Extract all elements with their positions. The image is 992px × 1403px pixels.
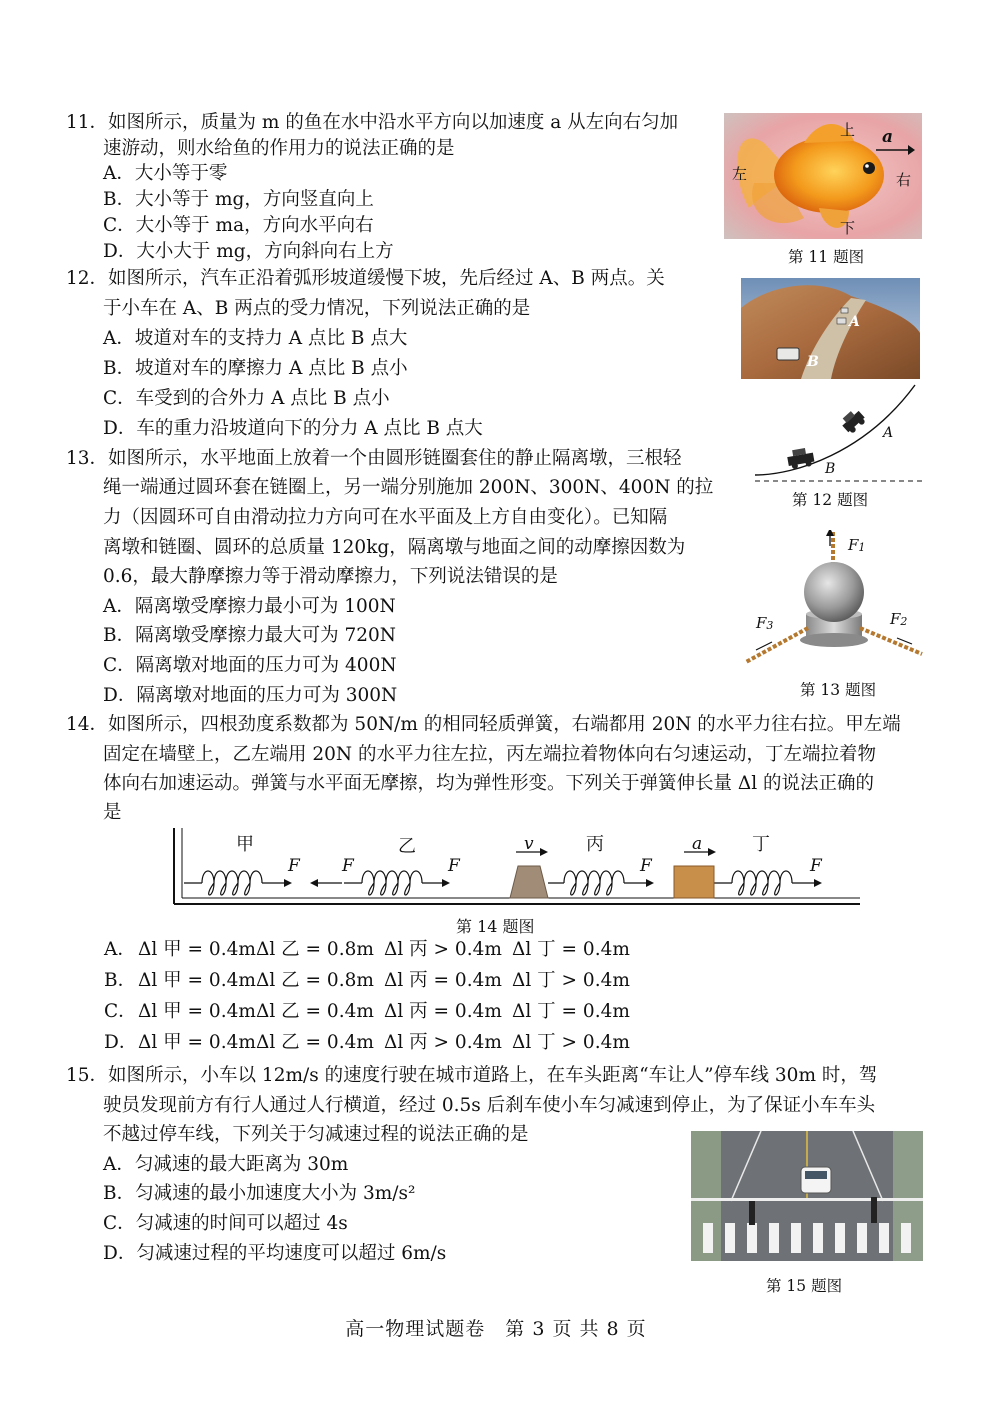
q15-option-c: C．匀减速的时间可以超过 4s [103, 1213, 348, 1234]
slope-photo-label-a: A [849, 314, 860, 330]
force-f1-symbol: F [848, 536, 859, 554]
spring-label-ding: 丁 [752, 834, 770, 855]
force-label-f3 [756, 614, 773, 632]
q14-option-d [104, 1030, 630, 1056]
q14-stem-line-2: 固定在墙壁上，乙左端用 20N 的水平力往左拉，丙左端拉着物体向右匀速运动，丁左端拉着物 [103, 744, 876, 765]
q14-option-c-yi: Δl 乙 = 0.4m [256, 1001, 374, 1022]
goldfish-figure [724, 113, 922, 239]
spring-label-jia: 甲 [236, 834, 254, 855]
q13-stem-line-5: 0.6，最大静摩擦力等于滑动摩擦力，下列说法错误的是 [103, 566, 558, 587]
spring-label-bing: 丙 [586, 834, 604, 855]
crosswalk-photo [691, 1131, 923, 1261]
q13-option-b: B．隔离墩受摩擦力最大可为 720N [103, 625, 396, 646]
fish-label-up: 上 [840, 121, 856, 139]
spring-label-yi: 乙 [398, 836, 416, 857]
slope-diagram-label-a: A [883, 425, 894, 441]
force-f3-symbol: F [756, 614, 767, 632]
fish-label-right: 右 [896, 171, 912, 189]
q14-option-d-yi: Δl 乙 = 0.4m [256, 1032, 374, 1053]
force-label-jia-right: F [288, 856, 300, 876]
q11-stem-line-1: 11．如图所示，质量为 m 的鱼在水中沿水平方向以加速度 a 从左向右匀加 [66, 112, 679, 133]
bollard-figure [742, 530, 928, 670]
force-label-f1 [848, 536, 865, 554]
q12-stem-line-1: 12．如图所示，汽车正沿着弧形坡道缓慢下坡，先后经过 A、B 两点。关 [66, 268, 665, 289]
force-label-yi-right: F [448, 856, 460, 876]
q14-option-b-ding: Δl 丁 > 0.4m [512, 970, 630, 991]
q14-option-a [104, 937, 630, 963]
q11-caption: 第 11 题图 [788, 248, 865, 266]
q14-option-c-letter: C． [104, 1001, 137, 1022]
q14-option-d-letter: D． [104, 1032, 138, 1053]
q11-option-b: B．大小等于 mg，方向竖直向上 [103, 189, 374, 210]
force-f2-symbol: F [890, 610, 901, 628]
q13-stem-line-3: 力（因圆环可自由滑动拉力方向可在水平面及上方自由变化）。已知隔 [103, 507, 668, 528]
q14-option-b-letter: B． [104, 970, 137, 991]
fish-label-down: 下 [840, 219, 856, 237]
q14-option-a-yi: Δl 乙 = 0.8m [256, 939, 374, 960]
q14-option-c [104, 999, 630, 1025]
q14-caption: 第 14 题图 [456, 917, 535, 936]
q13-stem-line-2: 绳一端通过圆环套在链圈上，另一端分别施加 200N、300N、400N 的拉 [103, 477, 714, 498]
q13-caption: 第 13 题图 [800, 681, 877, 699]
q15-option-b: B．匀减速的最小加速度大小为 3m/s² [103, 1183, 416, 1204]
slope-photo [741, 278, 920, 379]
q13-stem-line-4: 离墩和链圈、圆环的总质量 120kg，隔离墩与地面之间的动摩擦因数为 [103, 537, 686, 558]
q14-option-a-letter: A． [104, 939, 136, 960]
q14-option-c-ding: Δl 丁 = 0.4m [512, 1001, 630, 1022]
q12-option-a: A．坡道对车的支持力 A 点比 B 点大 [103, 328, 408, 349]
q14-stem-line-1: 14．如图所示，四根劲度系数都为 50N/m 的相同轻质弹簧，右端都用 20N 的水平力往右拉。甲左端 [66, 714, 901, 735]
force-f1-subscript: 1 [858, 541, 866, 554]
force-label-f2 [890, 610, 907, 628]
fish-accel-arrow [874, 143, 916, 157]
q12-option-d: D．车的重力沿坡道向下的分力 A 点比 B 点大 [103, 418, 483, 439]
q14-option-b-jia: Δl 甲 = 0.4m [138, 970, 256, 991]
q14-option-d-ding: Δl 丁 > 0.4m [512, 1032, 630, 1053]
q12-stem-line-2: 于小车在 A、B 两点的受力情况，下列说法正确的是 [103, 298, 531, 319]
q11-stem-line-2: 速游动，则水给鱼的作用力的说法正确的是 [103, 138, 455, 159]
q14-option-a-jia: Δl 甲 = 0.4m [138, 939, 256, 960]
q14-stem-line-3: 体向右加速运动。弹簧与水平面无摩擦，均为弹性形变。下列关于弹簧伸长量 Δl 的说法正确的 [103, 773, 875, 794]
q14-option-c-bing: Δl 丙 = 0.4m [384, 1001, 502, 1022]
q13-stem-line-1: 13．如图所示，水平地面上放着一个由圆形链圈套住的静止隔离墩，三根轻 [66, 448, 682, 469]
force-f2-subscript: 2 [900, 615, 908, 628]
q11-option-a: A．大小等于零 [103, 163, 228, 184]
fish-label-left: 左 [732, 165, 748, 183]
slope-photo-label-b: B [807, 354, 819, 370]
springs-diagram [172, 826, 862, 914]
velocity-label: v [524, 834, 534, 854]
q12-caption: 第 12 题图 [792, 491, 869, 509]
q14-option-a-ding: Δl 丁 = 0.4m [512, 939, 630, 960]
slope-diagram-label-b: B [825, 461, 836, 477]
force-label-bing-right: F [640, 856, 652, 876]
q11-option-c: C．大小等于 ma，方向水平向右 [103, 215, 374, 236]
q12-option-c: C．车受到的合外力 A 点比 B 点小 [103, 388, 390, 409]
q13-option-a: A．隔离墩受摩擦力最小可为 100N [103, 596, 396, 617]
q15-stem-line-2: 驶员发现前方有行人通过人行横道，经过 0.5s 后刹车使小车匀减速到停止，为了保证小车车头 [103, 1095, 876, 1116]
q14-option-d-bing: Δl 丙 > 0.4m [384, 1032, 502, 1053]
q15-stem-line-3: 不越过停车线，下列关于匀减速过程的说法正确的是 [103, 1124, 529, 1145]
q14-option-b [104, 968, 630, 994]
page-footer: 高一物理试题卷 第 3 页 共 8 页 [345, 1318, 647, 1340]
q13-option-c: C．隔离墩对地面的压力可为 400N [103, 655, 397, 676]
q15-stem-line-1: 15．如图所示，小车以 12m/s 的速度行驶在城市道路上，在车头距离“车让人”停车线 30m 时，驾 [66, 1065, 878, 1086]
q12-option-b: B．坡道对车的摩擦力 A 点比 B 点小 [103, 358, 408, 379]
force-label-yi-left: F [342, 856, 354, 876]
q14-option-d-jia: Δl 甲 = 0.4m [138, 1032, 256, 1053]
q14-stem-line-4: 是 [103, 802, 122, 823]
q14-option-b-yi: Δl 乙 = 0.8m [256, 970, 374, 991]
slope-diagram [755, 383, 923, 488]
q15-option-d: D．匀减速过程的平均速度可以超过 6m/s [103, 1243, 447, 1264]
fish-accel-label: a [882, 127, 894, 147]
force-f3-subscript: 3 [766, 619, 774, 632]
q15-option-a: A．匀减速的最大距离为 30m [103, 1154, 349, 1175]
force-label-ding-right: F [810, 856, 822, 876]
q14-option-a-bing: Δl 丙 > 0.4m [384, 939, 502, 960]
q11-option-d: D．大小大于 mg，方向斜向右上方 [103, 241, 394, 262]
q14-option-b-bing: Δl 丙 = 0.4m [384, 970, 502, 991]
q14-option-c-jia: Δl 甲 = 0.4m [138, 1001, 256, 1022]
acceleration-label: a [692, 834, 703, 854]
q15-caption: 第 15 题图 [766, 1277, 843, 1295]
q13-option-d: D．隔离墩对地面的压力可为 300N [103, 685, 398, 706]
